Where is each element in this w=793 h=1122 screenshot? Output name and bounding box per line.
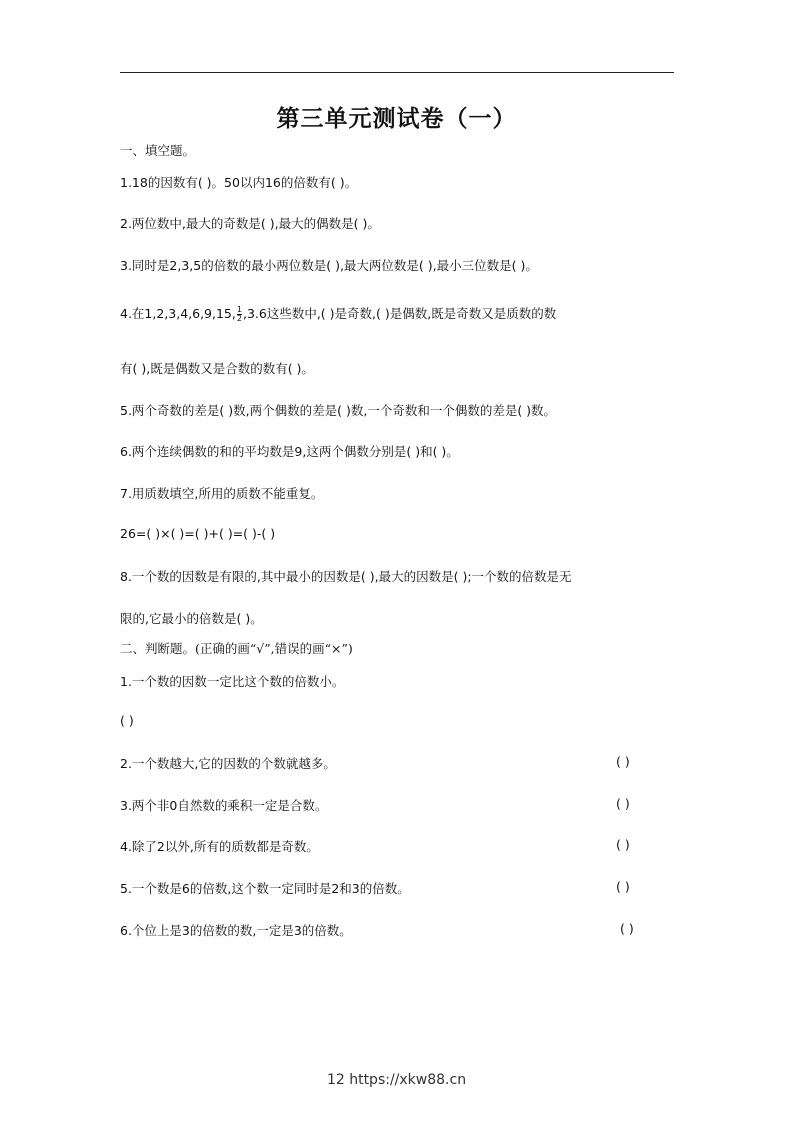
question-8-line-1: 8.一个数的因数是有限的,其中最小的因数是( ),最大的因数是( );一个数的倍数是无 (120, 569, 572, 584)
page-footer: 12 https://xkw88.cn (326, 1072, 467, 1088)
judge-2-answer-paren: ( ) (616, 754, 630, 769)
fraction-denominator: 2 (236, 314, 242, 323)
question-4-part-a: 4.在1,2,3,4,6,9,15, (120, 306, 236, 321)
question-8-line-2: 限的,它最小的倍数是( )。 (120, 611, 263, 626)
question-3: 3.同时是2,3,5的倍数的最小两位数是( ),最大两位数是( ),最小三位数是( )。 (120, 258, 538, 273)
judge-1: 1.一个数的因数一定比这个数的倍数小。 (120, 674, 345, 689)
question-7: 7.用质数填空,所用的质数不能重复。 (120, 486, 324, 501)
question-4-line-2: 有( ),既是偶数又是合数的数有( )。 (120, 361, 314, 376)
section-fill-blank-heading: 一、填空题。 (120, 143, 196, 158)
fraction-numerator: 1 (236, 305, 242, 314)
judge-6: 6.个位上是3的倍数的数,一定是3的倍数。 (120, 923, 352, 938)
judge-2: 2.一个数越大,它的因数的个数就越多。 (120, 756, 336, 771)
question-4-line-1 (120, 304, 556, 323)
page-title: 第三单元测试卷（一） (276, 106, 517, 132)
judge-3: 3.两个非0自然数的乘积一定是合数。 (120, 798, 328, 813)
question-7-equation: 26=( )×( )=( )+( )=( )-( ) (120, 526, 276, 541)
judge-5: 5.一个数是6的倍数,这个数一定同时是2和3的倍数。 (120, 881, 410, 896)
judge-3-answer-paren: ( ) (616, 796, 630, 811)
judge-1-answer-paren: ( ) (120, 713, 134, 728)
question-4-part-b: ,3.6这些数中,( )是奇数,( )是偶数,既是奇数又是质数的数 (242, 306, 557, 321)
judge-4: 4.除了2以外,所有的质数都是奇数。 (120, 839, 319, 854)
question-6: 6.两个连续偶数的和的平均数是9,这两个偶数分别是( )和( )。 (120, 444, 459, 459)
question-1: 1.18的因数有( )。50以内16的倍数有( )。 (120, 175, 358, 190)
question-2: 2.两位数中,最大的奇数是( ),最大的偶数是( )。 (120, 216, 380, 231)
judge-4-answer-paren: ( ) (616, 837, 630, 852)
header-rule (120, 72, 674, 73)
judge-6-answer-paren: ( ) (620, 921, 634, 936)
section-true-false-heading: 二、判断题。(正确的画“√”,错误的画“×”) (120, 641, 353, 656)
fraction-one-half (237, 306, 242, 323)
judge-5-answer-paren: ( ) (616, 879, 630, 894)
question-5: 5.两个奇数的差是( )数,两个偶数的差是( )数,一个奇数和一个偶数的差是( )数。 (120, 403, 557, 418)
